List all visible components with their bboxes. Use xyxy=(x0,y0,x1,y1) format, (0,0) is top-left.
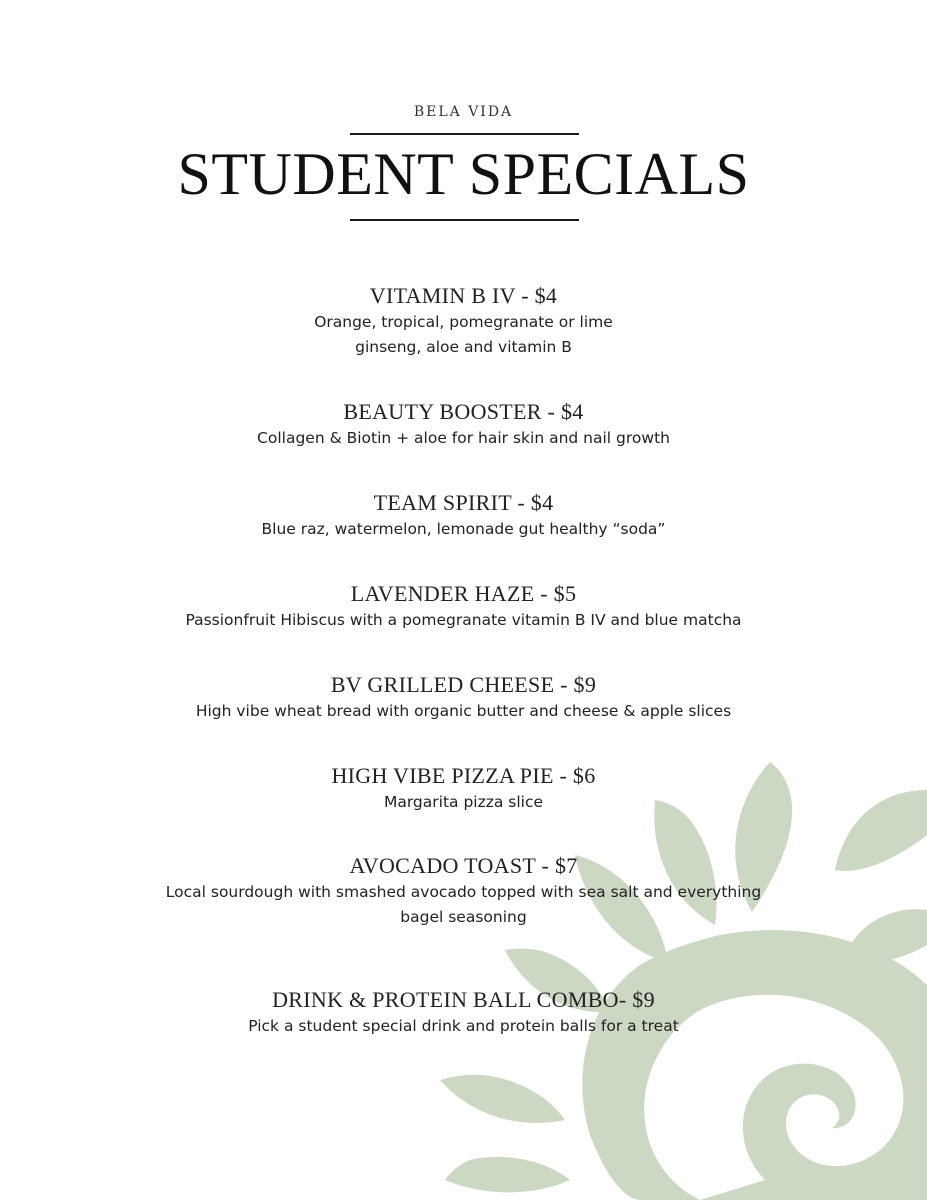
menu-item-description xyxy=(100,699,827,724)
menu-item-description xyxy=(100,790,827,815)
menu-item-name: DRINK & PROTEIN BALL COMBO- $9 xyxy=(272,987,655,1012)
description-line: bagel seasoning xyxy=(400,908,527,926)
menu-item-beauty-booster xyxy=(100,398,827,451)
menu-item-team-spirit xyxy=(100,489,827,542)
description-line: Margarita pizza slice xyxy=(383,793,544,811)
menu-item-drink-protein-ball-combo xyxy=(100,986,827,1039)
description-line: High vibe wheat bread with organic butter and cheese & apple slices xyxy=(195,702,732,720)
menu-item-name: VITAMIN B IV - $4 xyxy=(369,283,558,308)
description-line: Local sourdough with smashed avocado topped with sea salt and everything xyxy=(165,883,762,901)
menu-item-description xyxy=(100,608,827,633)
menu-item-description xyxy=(100,426,827,451)
menu-item-description xyxy=(100,517,827,542)
menu-item-high-vibe-pizza-pie xyxy=(100,762,827,815)
menu-item-name: AVOCADO TOAST - $7 xyxy=(349,853,578,878)
menu-item-description xyxy=(100,1014,827,1039)
menu-item-vitamin-b-iv xyxy=(100,282,827,360)
menu-item-name: BV GRILLED CHEESE - $9 xyxy=(330,672,597,697)
menu-item-name: BEAUTY BOOSTER - $4 xyxy=(343,399,584,424)
menu-item-name: HIGH VIBE PIZZA PIE - $6 xyxy=(331,763,596,788)
description-line: Pick a student special drink and protein balls for a treat xyxy=(248,1017,679,1035)
brand-name: BELA VIDA xyxy=(413,104,514,120)
description-line: Blue raz, watermelon, lemonade gut healthy “soda” xyxy=(261,520,666,538)
page-title: STUDENT SPECIALS xyxy=(177,141,750,207)
menu-item-name: TEAM SPIRIT - $4 xyxy=(373,490,554,515)
title-rule-bottom xyxy=(350,219,579,221)
menu-item-description xyxy=(100,310,827,360)
menu-item-lavender-haze xyxy=(100,580,827,633)
description-line: Orange, tropical, pomegranate or lime xyxy=(314,313,613,331)
menu-item-avocado-toast xyxy=(100,852,827,930)
menu-item-bv-grilled-cheese xyxy=(100,671,827,724)
title-rule-top xyxy=(350,133,579,135)
menu-item-description xyxy=(100,880,827,930)
description-line: Collagen & Biotin + aloe for hair skin and nail growth xyxy=(257,429,670,447)
menu-item-name: LAVENDER HAZE - $5 xyxy=(350,581,577,606)
description-line: ginseng, aloe and vitamin B xyxy=(355,338,572,356)
description-line: Passionfruit Hibiscus with a pomegranate vitamin B IV and blue matcha xyxy=(185,611,742,629)
